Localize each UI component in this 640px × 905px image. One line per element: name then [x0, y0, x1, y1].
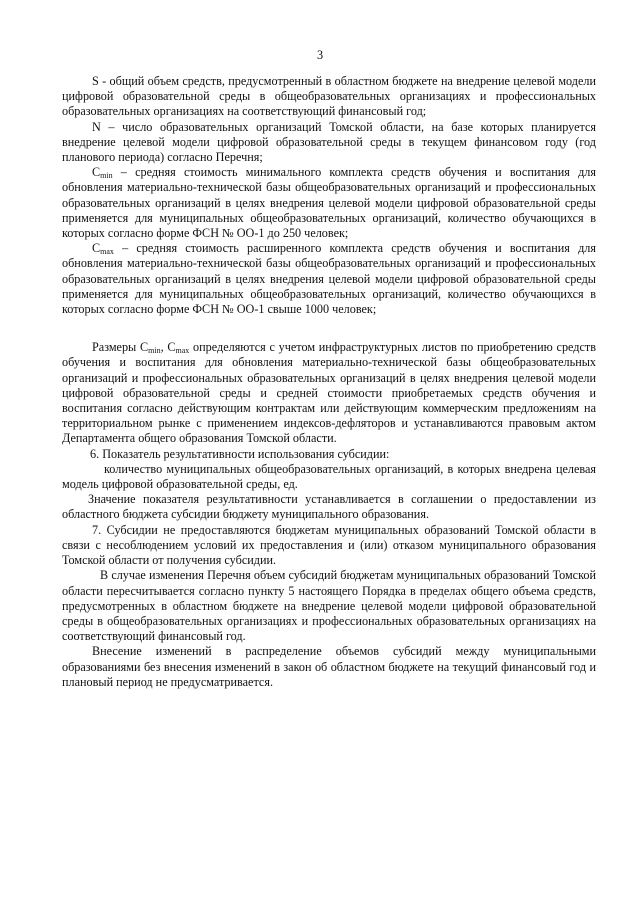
paragraph-cmin-definition	[62, 165, 596, 241]
sizes-sub-min: min	[148, 346, 161, 356]
paragraph-sizes	[62, 340, 596, 446]
sizes-sub-max: max	[175, 346, 190, 356]
cmin-subscript: min	[100, 171, 113, 181]
paragraph-cmax-definition	[62, 241, 596, 317]
sizes-prefix: Размеры C	[92, 340, 149, 355]
paragraph-change-case: В случае изменения Перечня объем субсидий бюджетам муниципальных образований Томской области пересчитывается согласно пункту 5 настоящего Порядка в пределах общего объема средств, предусмотренных в областном бюджете на внедрение целевой модели цифровой образовательной среды в общеобразовательных организациях и профессиональных образовательных организациях на соответствующий финансовый год.	[62, 568, 596, 644]
cmax-subscript: max	[100, 247, 114, 257]
sizes-mid: , C	[160, 340, 176, 355]
paragraph-s-definition: S - общий объем средств, предусмотренный в областном бюджете на внедрение целевой модели цифровой образовательной среды в общеобразовательных организациях и профессиональных образовательных организациях на соответствующий финансовый год;	[62, 74, 596, 119]
paragraph-item-7: 7. Субсидии не предоставляются бюджетам муниципальных образований Томской области в связи с несоблюдением условий их предоставления и (или) отказом муниципального образования Томской области от получения субсидии.	[62, 522, 596, 568]
cmax-symbol: C	[92, 241, 101, 256]
sizes-text: определяются с учетом инфраструктурных листов по приобретению средств обучения и воспитания для обновления материально-технической базы общеобразовательных организаций и профессиональных образовательных организаций в целях внедрения целевой модели цифровой образовательной среды и средней стоимости приобретаемых средств обучения и воспитания согласно действующим контрактам или действующим коммерческим предложениям на территориальном рынке с применением индексов-дефляторов и устанавливаются правовым актом Департамента общего образования Томской области.	[62, 340, 596, 446]
paragraph-indicator-value: количество муниципальных общеобразовательных организаций, в которых внедрена целевая модель цифровой образовательной среды, ед.	[62, 461, 596, 492]
cmin-symbol: C	[92, 165, 101, 180]
paragraph-redistribution: Внесение изменений в распределение объемов субсидий между муниципальными образованиями без внесения изменений в закон об областном бюджете на текущий финансовый год и плановый период не предусматривается.	[62, 644, 596, 689]
document-body	[62, 74, 596, 690]
cmin-text: – средняя стоимость минимального комплекта средств обучения и воспитания для обновления материально-технической базы общеобразовательных организаций и профессиональных образовательных организаций в целях внедрения целевой модели цифровой образовательной среды применяется для муниципальных общеобразовательных организаций, количество обучающихся в которых согласно форме ФСН № ОО-1 до 250 человек;	[62, 165, 596, 241]
paragraph-indicator-agreement: Значение показателя результативности устанавливается в соглашении о предоставлении из областного бюджета субсидии бюджету муниципального образования.	[62, 492, 596, 522]
cmax-text: – средняя стоимость расширенного комплекта средств обучения и воспитания для обновления материально-технической базы общеобразовательных организаций и профессиональных образовательных организаций в целях внедрения целевой модели цифровой образовательной среды применяется для муниципальных общеобразовательных организаций, количество обучающихся в которых согласно форме ФСН № ОО-1 свыше 1000 человек;	[62, 241, 596, 317]
paragraph-indicator-heading: 6. Показатель результативности использования субсидии:	[90, 446, 390, 461]
paragraph-n-definition: N – число образовательных организаций Томской области, на базе которых планируется внедрение целевой модели цифровой образовательной среды в текущем финансовом году (год планового периода) согласно Перечня;	[62, 119, 596, 165]
page-number: 3	[316, 48, 324, 62]
